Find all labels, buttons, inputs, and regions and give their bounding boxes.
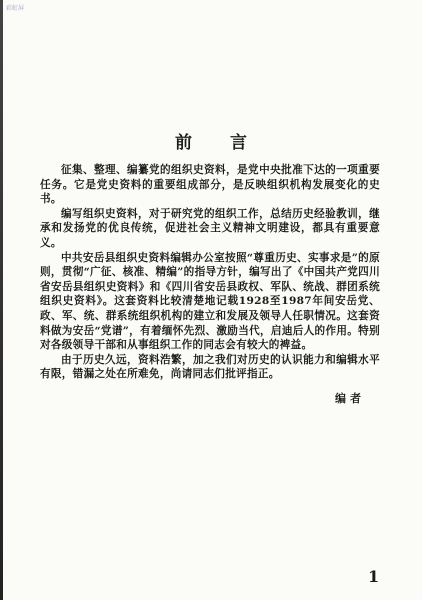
preface-body [40, 163, 380, 382]
paragraph-3: 中共安岳县组织史资料编辑办公室按照“尊重历史、实事求是”的原则，贯彻“广征、核准、精编”的指导方针，编写出了《中国共产党四川省安岳县组织史资料》和《四川省安岳县政权、军队、统战、群团系统组织史资料》。这套资料比较清楚地记载1928至1987年间安岳党、政、军、统、群系统组织机构的建立和发展及领导人任职情况。这套资料做为安岳“党谱”，有着缅怀先烈、激励当代，启迪后人的作用。特别对各级领导干部和从事组织工作的同志会有较大的裨益。 [40, 251, 380, 352]
page-title: 前 言 [175, 133, 263, 153]
watermark-text: 彩虹屏 [6, 5, 25, 12]
paragraph-1: 征集、整理、编纂党的组织史资料，是党中央批准下达的一项重要任务。它是党史资料的重要组成部分，是反映组织机构发展变化的史书。 [40, 164, 380, 206]
author-signature: 编者 [335, 392, 365, 405]
scan-edge [0, 0, 3, 600]
paragraph-2: 编写组织史资料，对于研究党的组织工作，总结历史经验教训，继承和发扬党的优良传统，促进社会主义精神文明建设，都具有重要意义。 [40, 207, 380, 249]
paragraph-4: 由于历史久远，资料浩繁，加之我们对历史的认识能力和编辑水平有限，错漏之处在所难免，尚请同志们批评指正。 [40, 353, 380, 381]
page-number: 1 [368, 567, 380, 586]
